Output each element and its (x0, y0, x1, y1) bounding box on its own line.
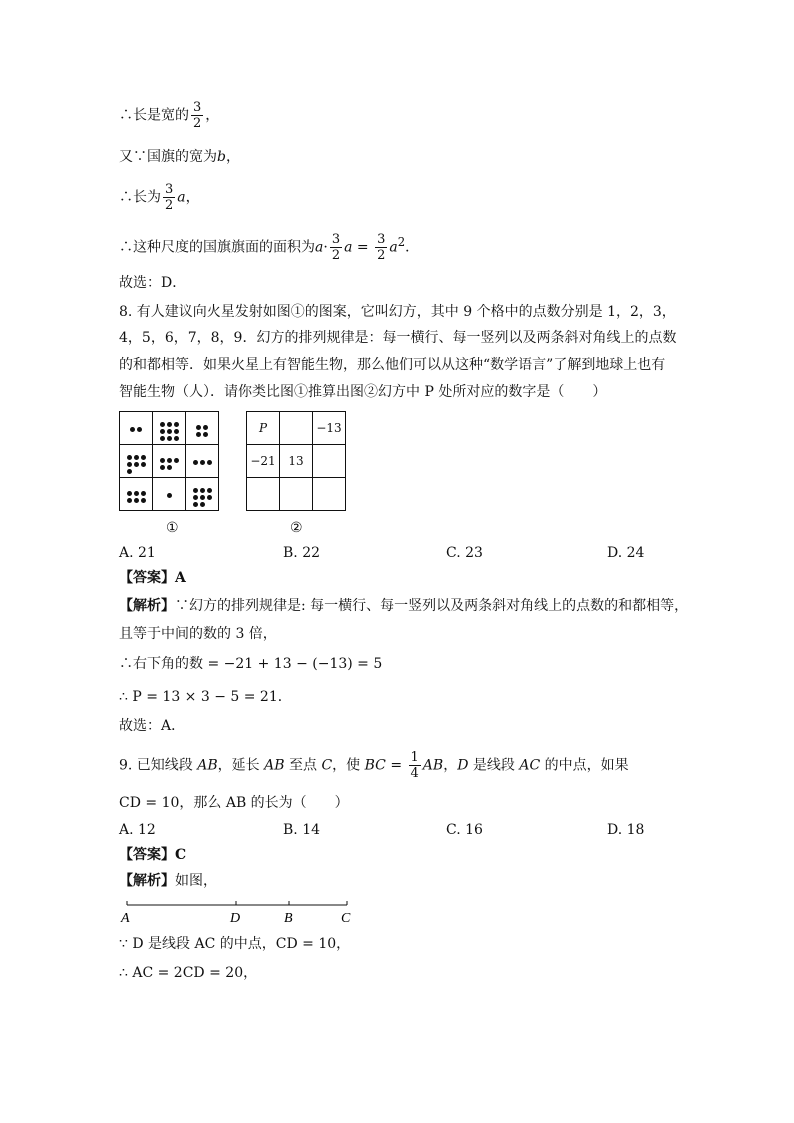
variable: AB (197, 757, 218, 774)
dot (167, 493, 172, 498)
dot (141, 498, 146, 503)
label-a: A (121, 911, 130, 926)
line-length (119, 182, 200, 213)
label-b: B (284, 911, 293, 926)
dot-group (193, 460, 212, 465)
numerator: 3 (331, 232, 341, 248)
number-cell (313, 445, 346, 478)
figure-caption-2: ② (290, 520, 303, 536)
line-area (119, 232, 419, 263)
answer-line: 【答案】A (119, 570, 186, 586)
dot (193, 495, 198, 500)
dot (167, 429, 172, 434)
dot (141, 491, 146, 496)
denominator: 2 (165, 198, 174, 213)
number-cell (313, 478, 346, 511)
denominator: 2 (377, 248, 386, 264)
text: ． (405, 239, 420, 256)
dot (134, 455, 139, 460)
q9-text-line: CD = 10，那么 AB 的长为（ ） (119, 795, 349, 811)
variable: a (344, 239, 353, 256)
dot (167, 465, 172, 470)
option-d: D. 24 (607, 545, 645, 561)
number-cell: P (247, 412, 280, 445)
text: ∴长是宽的 (119, 107, 189, 124)
dot (203, 432, 208, 437)
variable: C (321, 757, 333, 774)
number-cell: 13 (280, 445, 313, 478)
choice-line: 故选：A． (119, 718, 186, 734)
dot-group (127, 491, 146, 503)
exponent: 2 (397, 235, 406, 249)
variable: AB (264, 757, 285, 774)
dot (141, 462, 146, 467)
number-cell: −21 (247, 445, 280, 478)
dot-group (160, 422, 179, 441)
q9-text-line (119, 750, 629, 781)
analysis-label: 【解析】 (119, 873, 175, 889)
answer-line: 【答案】C (119, 847, 187, 863)
q8-text-line: 4，5，6，7，8，9．幻方的排列规律是：每一横行、每一竖列以及两条斜对角线上的点数 (119, 330, 677, 346)
dot-group (130, 427, 142, 432)
q8-text-line: 8. 有人建议向火星发射如图①的图案，它叫幻方，其中 9 个格中的点数分别是 1，2，3， (119, 304, 676, 320)
dot (134, 491, 139, 496)
numerator: 3 (165, 182, 174, 197)
dot (174, 429, 179, 434)
dot-cell (186, 445, 219, 478)
dot (127, 462, 132, 467)
fraction (375, 232, 387, 263)
text: ，使 (332, 757, 365, 774)
choice-line: 故选：D． (119, 275, 187, 291)
dot-cell (186, 478, 219, 511)
text: ∴这种尺度的国旗旗面的面积为 (119, 239, 315, 256)
dot (193, 502, 198, 507)
variable: AC (519, 757, 541, 774)
number-cell (280, 412, 313, 445)
dot (160, 436, 165, 441)
dot (160, 422, 165, 427)
operator: = (352, 239, 374, 256)
text: 的中点，如果 (540, 757, 629, 774)
dot-cell (120, 478, 153, 511)
dot (134, 462, 139, 467)
variable: AB (422, 757, 444, 774)
dot (160, 465, 165, 470)
operator: · (323, 239, 328, 256)
option-c: C. 16 (446, 822, 483, 838)
dot (207, 460, 212, 465)
dot-group (193, 488, 212, 507)
line-length-ratio (119, 100, 219, 131)
option-a: A. 21 (119, 545, 156, 561)
dot (167, 436, 172, 441)
denominator: 4 (410, 766, 419, 781)
dot (130, 427, 135, 432)
dot-cell (120, 412, 153, 445)
variable: BC (364, 757, 386, 774)
dot-cell (186, 412, 219, 445)
text: ， (205, 107, 220, 124)
dot (200, 495, 205, 500)
text: 如图， (175, 873, 217, 889)
fraction (191, 100, 203, 131)
denominator: 2 (331, 248, 341, 264)
dot (160, 429, 165, 434)
dot (167, 422, 172, 427)
dot-group (160, 458, 179, 470)
dot (174, 458, 179, 463)
dot (137, 427, 142, 432)
fraction (330, 232, 342, 263)
dot-cell (153, 478, 186, 511)
numerator: 1 (410, 750, 419, 765)
figure-caption-1: ① (166, 520, 179, 536)
option-a: A. 12 (119, 822, 156, 838)
dot (134, 498, 139, 503)
dot (141, 455, 146, 460)
option-b: B. 22 (283, 545, 321, 561)
analysis-line: ∴ P = 13 × 3 − 5 = 21． (119, 689, 292, 705)
dot (207, 488, 212, 493)
variable: a (315, 239, 324, 256)
dot (200, 488, 205, 493)
label-d: D (230, 911, 241, 926)
analysis-line: ∵ D 是线段 AC 的中点，CD = 10， (119, 936, 351, 952)
q8-text-line: 的和都相等．如果火星上有智能生物，那么他们可以从这种“数学语言”了解到地球上也有 (119, 357, 666, 373)
number-cell (247, 478, 280, 511)
number-cell (280, 478, 313, 511)
dot (193, 488, 198, 493)
operator: = (385, 757, 407, 774)
dot (196, 432, 201, 437)
segment-diagram (119, 893, 359, 927)
dot-cell (153, 445, 186, 478)
dot-group (167, 493, 172, 498)
dot (203, 425, 208, 430)
option-c: C. 23 (446, 545, 483, 561)
variable: b (217, 149, 226, 165)
dot (174, 422, 179, 427)
dot-cell (120, 445, 153, 478)
dot (200, 502, 205, 507)
dot (193, 460, 198, 465)
line-flag-width (119, 147, 240, 167)
fraction (409, 750, 421, 781)
dot (174, 436, 179, 441)
dot (127, 469, 132, 474)
dot (167, 458, 172, 463)
text: 至点 (284, 757, 322, 774)
option-d: D. 18 (607, 822, 645, 838)
dot (127, 498, 132, 503)
text: ， (443, 757, 458, 774)
dot (127, 491, 132, 496)
analysis-line: ∴ AC = 2CD = 20， (119, 965, 258, 981)
variable: D (457, 757, 469, 774)
numerator: 3 (377, 232, 386, 248)
text: ，延长 (217, 757, 265, 774)
dot (200, 460, 205, 465)
q8-text-line: 智能生物（人）．请你类比图①推算出图②幻方中 P 处所对应的数字是（ ） (119, 384, 607, 400)
number-cell: −13 (313, 412, 346, 445)
label-c: C (341, 911, 351, 926)
analysis-label: 【解析】 (119, 598, 175, 614)
analysis-line (119, 596, 688, 616)
analysis-line: ∴右下角的数 = −21 + 13 − (−13) = 5 (119, 656, 383, 672)
denominator: 2 (193, 116, 202, 131)
dot-cell (153, 412, 186, 445)
magic-square-numbers (246, 411, 346, 511)
text: ∴长为 (119, 189, 161, 206)
analysis-line: 且等于中间的数的 3 倍， (119, 626, 277, 642)
dot (207, 495, 212, 500)
dot-group (127, 455, 146, 474)
analysis-line (119, 871, 217, 891)
text: 9. 已知线段 (119, 757, 198, 774)
option-b: B. 14 (283, 822, 321, 838)
text: ， (185, 189, 200, 206)
text: 又∵国旗的宽为 (119, 149, 217, 165)
text: 是线段 (468, 757, 520, 774)
dot (160, 458, 165, 463)
magic-square-dots (119, 411, 219, 511)
fraction (163, 182, 175, 213)
dot (127, 455, 132, 460)
numerator: 3 (193, 100, 202, 115)
variable: a (177, 189, 186, 206)
text: ， (225, 149, 240, 165)
dot-group (196, 425, 208, 437)
variable: a (389, 239, 398, 256)
dot (196, 425, 201, 430)
text: ∵幻方的排列规律是: 每一横行、每一竖列以及两条斜对角线上的点数的和都相等， (175, 598, 689, 614)
